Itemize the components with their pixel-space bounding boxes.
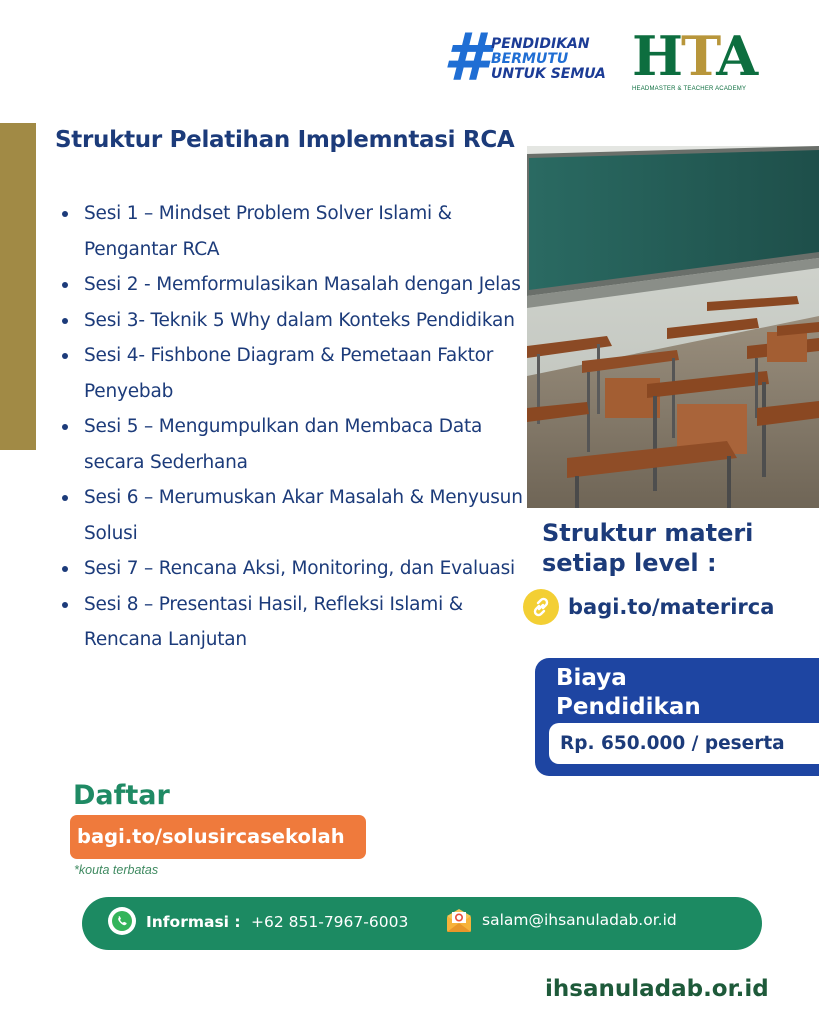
bullet-icon (62, 566, 68, 572)
materi-link[interactable]: bagi.to/materirca (568, 595, 775, 619)
session-text: Sesi 4- Fishbone Diagram & Pemetaan Faktor Penyebab (84, 345, 494, 402)
session-list (62, 196, 532, 658)
list-item (62, 303, 532, 339)
campaign-line-1: PENDIDIKAN (491, 36, 590, 52)
classroom-photo (527, 146, 819, 508)
list-item (62, 551, 532, 587)
list-item (62, 338, 532, 409)
link-icon (523, 589, 559, 625)
price-text: Rp. 650.000 / peserta (560, 733, 785, 754)
bullet-icon (62, 211, 68, 217)
campaign-logo (443, 19, 613, 96)
gold-accent-bar (0, 123, 36, 450)
session-text: Sesi 7 – Rencana Aksi, Monitoring, dan Evaluasi (84, 558, 515, 579)
email-address[interactable]: salam@ihsanuladab.or.id (482, 911, 677, 929)
campaign-text (491, 37, 621, 82)
bullet-icon (62, 495, 68, 501)
session-text: Sesi 2 - Memformulasikan Masalah dengan Jelas (84, 274, 521, 295)
daftar-title: Daftar (73, 780, 170, 811)
list-item (62, 409, 532, 480)
bullet-icon (62, 602, 68, 608)
page-title: Struktur Pelatihan Implemntasi RCA (55, 127, 515, 153)
hta-logo-letters (632, 26, 756, 86)
quota-note: *kouta terbatas (74, 863, 159, 877)
whatsapp-icon-inner (112, 911, 132, 931)
session-text: Sesi 3- Teknik 5 Why dalam Konteks Pendidikan (84, 309, 515, 331)
website-url[interactable]: ihsanuladab.or.id (545, 976, 769, 1002)
list-item (62, 267, 532, 303)
bullet-icon (62, 353, 68, 359)
materi-title: Struktur materi setiap level : (542, 519, 754, 577)
hashtag-icon: # (443, 19, 489, 96)
campaign-line-3: UNTUK SEMUA (491, 66, 606, 82)
bullet-icon (62, 424, 68, 430)
logo-letter-h: H (632, 24, 682, 88)
list-item (62, 480, 532, 551)
biaya-title: Biaya Pendidikan (556, 665, 701, 720)
list-item (62, 587, 532, 658)
daftar-link-text[interactable]: bagi.to/solusircasekolah (77, 825, 345, 848)
contact-label: Informasi : (146, 913, 241, 931)
session-text: Sesi 6 – Merumuskan Akar Masalah & Menyusun Solusi (84, 487, 523, 544)
phone-number[interactable]: +62 851-7967-6003 (251, 913, 409, 931)
campaign-line-2: BERMUTU (491, 51, 569, 67)
bullet-icon (62, 318, 68, 324)
session-text: Sesi 1 – Mindset Problem Solver Islami & Pengantar RCA (84, 203, 452, 260)
logo-letter-a: A (716, 24, 757, 88)
session-text: Sesi 8 – Presentasi Hasil, Refleksi Islami & Rencana Lanjutan (84, 593, 463, 650)
bullet-icon (62, 282, 68, 288)
mail-icon (445, 908, 473, 934)
hta-logo-subtitle: HEADMASTER & TEACHER ACADEMY (632, 86, 747, 92)
logo-letter-t: T (681, 24, 717, 88)
session-text: Sesi 5 – Mengumpulkan dan Membaca Data secara Sederhana (84, 416, 483, 473)
hta-logo (632, 24, 757, 96)
list-item (62, 196, 532, 267)
